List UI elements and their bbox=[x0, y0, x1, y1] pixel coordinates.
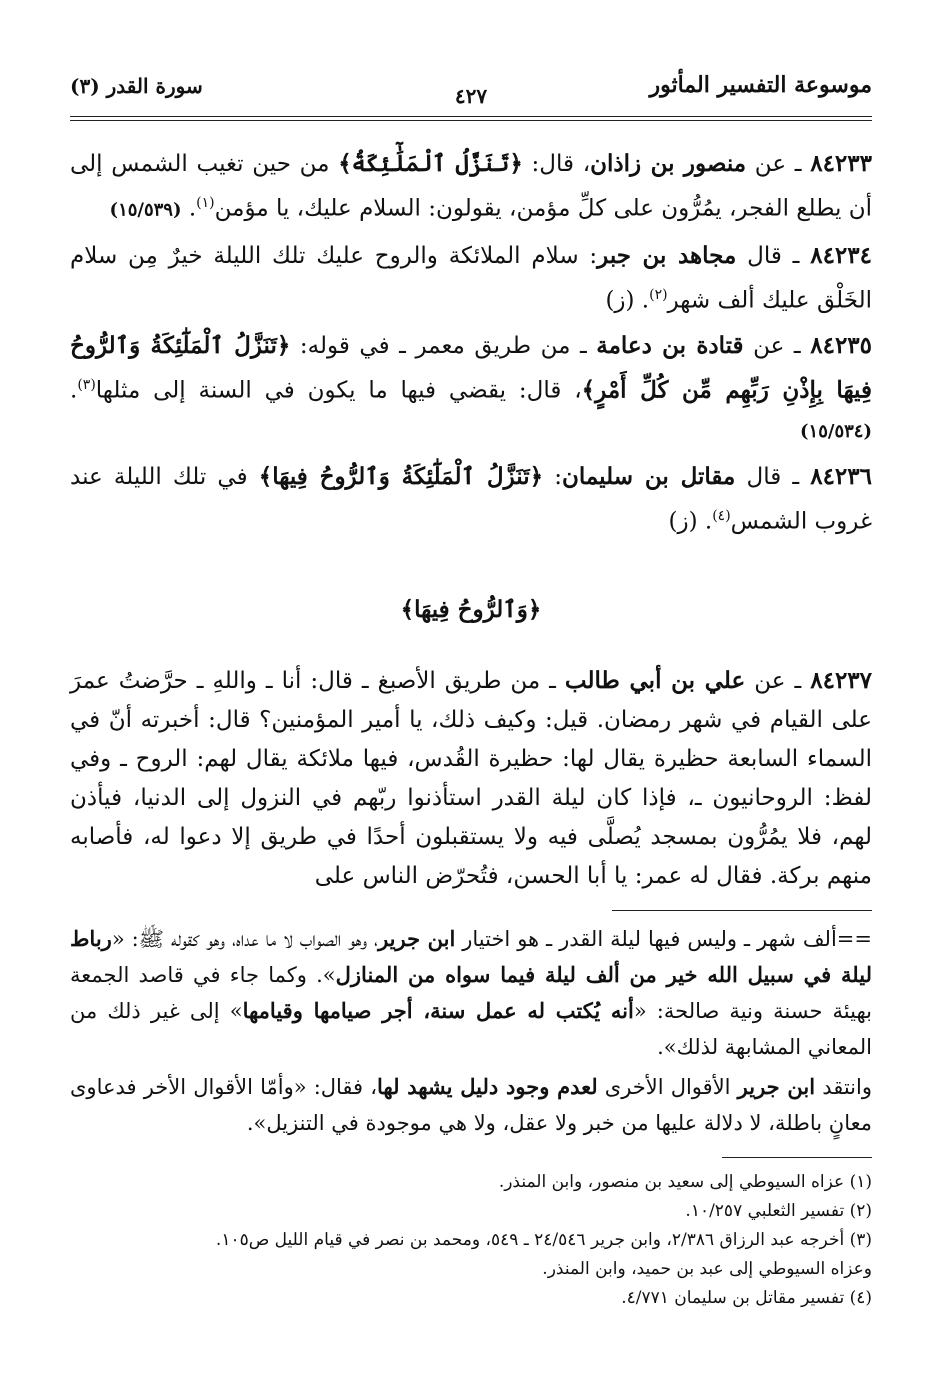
footnote: (١) عزاه السيوطي إلى سعيد بن منصور، وابن المنذر. bbox=[498, 1171, 872, 1192]
page-body bbox=[70, 144, 872, 1313]
narration-paragraph: ٨٤٢٣٥ ـ عن قتادة بن دعامة ـ من طريق معمر ـ في قوله: ﴿تَنَزَّلُ ٱلْمَلَٰٓئِكَةُ وَٱلرُّوحُ فِيهَا بِإِذْنِ رَبِّهِم مِّن كُلِّ أَمْرٍ﴾، قال: يقضي فيها ما يكون في السنة إلى مثلها$^{(٣)}$. (١٥/٥٣٤) bbox=[70, 332, 873, 442]
narrator-name: منصور بن زاذان bbox=[590, 150, 747, 177]
narrator-name: قتادة بن دعامة bbox=[596, 332, 744, 360]
quran-verse: ﴿تَنَزَّلُ ٱلْمَلَٰٓئِكَةُ وَٱلرُّوحُ فِيهَا﴾ bbox=[258, 462, 544, 490]
surah-title: سورة القدر (٣) bbox=[70, 74, 203, 98]
header-rule bbox=[70, 116, 872, 117]
narration-paragraph: ٨٤٢٣٤ ـ قال مجاهد بن جبر: سلام الملائكة والروح عليك تلك الليلة خيرٌ مِن سلام الخَلْق عليك ألف شهر$^{(٢)}$. (ز) bbox=[70, 241, 872, 314]
narration-number: ٨٤٢٣٧ bbox=[810, 666, 873, 694]
page-header bbox=[70, 58, 872, 108]
narration-paragraph: ٨٤٢٣٣ ـ عن منصور بن زاذان، قال: ﴿تَنَزَّلُ ٱلْمَلَٰٓئِكَةُ﴾ من حين تغيب الشمس إلى أن يطلع الفجر، يمُرُّون على كلِّ مؤمن، يقولون: السلام عليك، يا مؤمن$^{(١)}$. (١٥/٥٣٩) bbox=[70, 150, 872, 222]
document-page bbox=[70, 58, 872, 1358]
quran-verse: ﴿تَنَزَّلُ ٱلْمَلَٰٓئِكَةُ﴾ bbox=[338, 150, 523, 177]
footnote: (٤) تفسير مقاتل بن سليمان ٤/٧٧١. bbox=[621, 1287, 872, 1308]
commentary-note: وانتقد ابن جرير الأقوال الأخرى لعدم وجود دليل يشهد لها، فقال: «وأمّا الأقوال الأخر فدعاوى معانٍ باطلة، لا دلالة عليها من خبر ولا عقل، ولا هي موجودة في التنزيل». bbox=[70, 1073, 873, 1135]
book-title: موسوعة التفسير المأثور bbox=[649, 72, 872, 98]
narrator-name: مقاتل بن سليمان bbox=[561, 462, 736, 490]
source-reference: (١٥/٥٣٤) bbox=[800, 420, 872, 442]
narration-paragraph: ٨٤٢٣٧ ـ عن علي بن أبي طالب ـ من طريق الأصبغ ـ قال: أنا ـ واللهِ ـ حرَّضتُ عمرَ على القيام في شهر رمضان. قيل: وكيف ذلك، يا أمير المؤمنين؟ قال: أخبرته أنّ في السماء السابعة حظيرة يقال لها: حظيرة القُدس، فيها ملائكة يقال لهم: الروح ـ وفي لفظ: الروحانيون ـ، فإذا كان ليلة القدر استأذنوا ربّهم في النزول إلى الدنيا، فيأذن لهم، فلا يمُرُّون بمسجد يُصلَّى فيه ولا يستقبلون أحدًا في طريق إلا دعوا له، فأصابه منهم بركة. فقال له عمر: يا أبا الحسن، فتُحرّض الناس على bbox=[70, 666, 873, 889]
footnote: (٣) أخرجه عبد الرزاق ٢/٣٨٦، وابن جرير ٢٤/٥٤٦ ـ ٥٤٩، ومحمد بن نصر في قيام الليل ص١٠٥. bbox=[215, 1229, 872, 1250]
footnote-marker: (١) bbox=[196, 195, 215, 211]
section-heading: ﴿وَٱلرُّوحُ فِيهَا﴾ bbox=[400, 595, 542, 623]
header-rule-secondary bbox=[70, 120, 872, 121]
footnotes bbox=[70, 1168, 872, 1313]
commentary-note: ==ألف شهر ـ وليس فيها ليلة القدر ـ هو اختيار ابن جرير، وهو الصواب لا ما عداه، وهو كقوله ﷺ: «رباط ليلة في سبيل الله خير من ألف ليلة فيما سواه من المنازل». وكما جاء في قاصد الجمعة بهيئة حسنة ونية صالحة: «أنه يُكتب له عمل سنة، أجر صيامها وقيامها» إلى غير ذلك من المعاني المشابهة لذلك». bbox=[70, 925, 872, 1059]
narrator-name: علي بن أبي طالب bbox=[564, 666, 746, 694]
quran-verse: ﴿تَنَزَّلُ ٱلْمَلَٰٓئِكَةُ وَٱلرُّوحُ فِيهَا بِإِذْنِ رَبِّهِم مِّن كُلِّ أَمْرٍ﴾ bbox=[70, 332, 872, 404]
narrator-name: مجاهد بن جبر bbox=[597, 241, 737, 269]
footnote-marker: (٤) bbox=[712, 507, 731, 524]
narration-number: ٨٤٢٣٣ bbox=[810, 150, 872, 177]
footnote: (٢) تفسير الثعلبي ١٠/٢٥٧. bbox=[685, 1200, 872, 1221]
narration-paragraph: ٨٤٢٣٦ ـ قال مقاتل بن سليمان: ﴿تَنَزَّلُ ٱلْمَلَٰٓئِكَةُ وَٱلرُّوحُ فِيهَا﴾ في تلك الليلة عند غروب الشمس$^{(٤)}$. (ز) bbox=[70, 462, 872, 535]
footnote-marker: (٣) bbox=[77, 377, 96, 394]
notes-separator bbox=[612, 910, 872, 911]
page-number: ٤٢٧ bbox=[454, 84, 488, 108]
source-reference: (١٥/٥٣٩) bbox=[109, 199, 182, 221]
narration-number: ٨٤٢٣٤ bbox=[810, 241, 872, 269]
narration-number: ٨٤٢٣٦ bbox=[810, 462, 872, 490]
footnote: وعزاه السيوطي إلى عبد بن حميد، وابن المنذر. bbox=[542, 1258, 872, 1279]
footnote-marker: (٢) bbox=[649, 286, 668, 303]
narration-number: ٨٤٢٣٥ bbox=[810, 332, 873, 360]
footnotes-separator bbox=[722, 1157, 872, 1158]
